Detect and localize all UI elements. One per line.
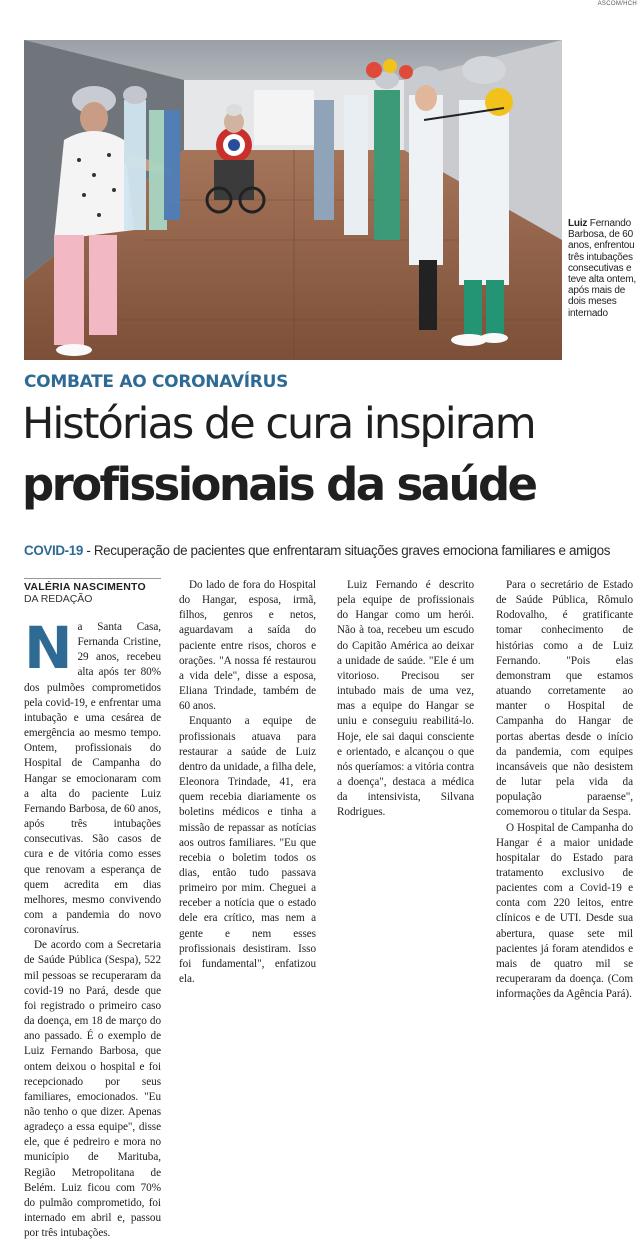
subhead-tag: COVID-19 <box>24 543 83 558</box>
kicker: COMBATE AO CORONAVÍRUS <box>24 372 289 392</box>
byline-author: VALÉRIA NASCIMENTO <box>24 581 146 593</box>
byline-section: DA REDAÇÃO <box>24 593 93 605</box>
subheadline <box>24 543 639 558</box>
article-paragraph: Do lado de fora do Hospital do Hangar, esposa, irmã, filhos, genros e netos, aguardavam a saída do paciente entre risos, choros e orações. "A nossa fé restaurou a vida dele", disse a esposa, Eliana Trindade, também de 60 anos. <box>179 579 316 713</box>
article-paragraph: De acordo com a Secretaria de Saúde Pública (Sespa), 522 mil pessoas se recuperaram da covid-19 no Pará, desde que foi registrado o primeiro caso da doença, em 18 de março do ano passado. É o exemplo de Luiz Fernando Barbosa, que ontem deixou o hospital e foi recepcionado por seus familiares, emocionados. "Eu não tenho o que dizer. Apenas agradeço a essa equipe", disse ele, que é pedreiro e mora no município de Marituba, Região Metropolitana de Belém. Luiz ficou com 70% do pulmão comprometido, foi internado em abril e, passou por três intubações. <box>24 939 161 1240</box>
article-column-1 <box>24 578 161 1240</box>
article-column-4 <box>496 578 633 1020</box>
article-paragraph: O Hospital de Campanha do Hangar é a maior unidade hospitalar do Estado para tratamento exclusivo de pacientes com a Covid-19 e conta com 220 leitos, entre clínicos e de UTI. Desde sua abertura, quase sete mil pacientes já foram atendidos e mais de quatro mil se recuperaram da doença. (Com informações da Agência Pará). <box>496 821 633 1001</box>
article-paragraph: Enquanto a equipe de profissionais atuava para restaurar a saúde de Luiz dentro da unidade, a filha dele, Eleonora Trindade, 41, era quem recebia diariamente os boletins médicos e tinha a missão de repassar as notícias aos outros familiares. "Eu que recebia o boletim todos os dias, então tudo passava primeiro por mim. Cheguei a receber a notícia que o estado dele era crítico, mas nem a gente e nem esses profissionais desistiram. Isso foi fundamental", enfatizou ela. <box>179 715 316 986</box>
article-body <box>24 578 639 1240</box>
article-paragraph: Luiz Fernando é descrito pela equipe de profissionais do Hangar como um herói. Não à toa, recebeu um escudo do Capitão América ao deixar a unidade de saúde. "Ele é um vitorioso. Precisou ser intubado mais de uma vez, mas a equipe do Hangar se uniu e conseguiu reabilitá-lo. Hoje, ele sai daqui consciente e orientado, e alcançou o que nós queríamos: a vitória contra a doença", destaca a médica da intensivista, Silvana Rodrigues. <box>337 579 475 819</box>
article-paragraph: Para o secretário de Estado de Saúde Pública, Rômulo Rodovalho, é gratificante tomar conhecimento de histórias como a de Luiz Fernando. "Pois elas demonstram que estamos atuando corretamente ao manter o Hospital de Campanha do Hangar de portas abertas desde o início da pandemia, com equipes incansáveis que não desistem de lutar pela vida da população paraense", comemorou o titular da Sespa. <box>496 579 633 819</box>
news-photo <box>24 40 562 360</box>
subhead-text: - Recuperação de pacientes que enfrentaram situações graves emociona familiares e amigos <box>82 543 611 558</box>
headline-line-2: profissionais da saúde <box>22 458 536 511</box>
article-column-3 <box>337 578 474 1020</box>
article-column-2 <box>179 578 316 1020</box>
photo-caption <box>568 218 640 319</box>
drop-cap: N <box>24 614 73 682</box>
hospital-hallway-illustration <box>24 40 562 360</box>
photo-credit: ASCOM/HCH <box>597 1 637 7</box>
article-paragraph: Na Santa Casa, Fernanda Cristine, 29 anos, recebeu alta após ter 80% dos pulmões comprometidos pela covid-19, e enfrentar uma intubação e uma cesárea de emergência ao mesmo tempo. Ontem, profissionais do Hospital de Campanha do Hangar se emocionaram com a alta do paciente Luiz Fernando Barbosa, de 60 anos, após três intubações consecutivas. São casos de cura e de vitória como esses que renovam a esperança de quem acredita em dias melhores, mesmo convivendo com a pandemia do novo coronavírus. <box>24 614 161 937</box>
byline-divider <box>24 578 161 579</box>
caption-text: Fernando Barbosa, de 60 anos, enfrentou três intubações consecutivas e teve alta ontem, após mais de dois meses internado <box>568 218 636 319</box>
caption-name: Luiz <box>568 218 588 229</box>
headline-line-1: Histórias de cura inspiram <box>22 399 535 449</box>
